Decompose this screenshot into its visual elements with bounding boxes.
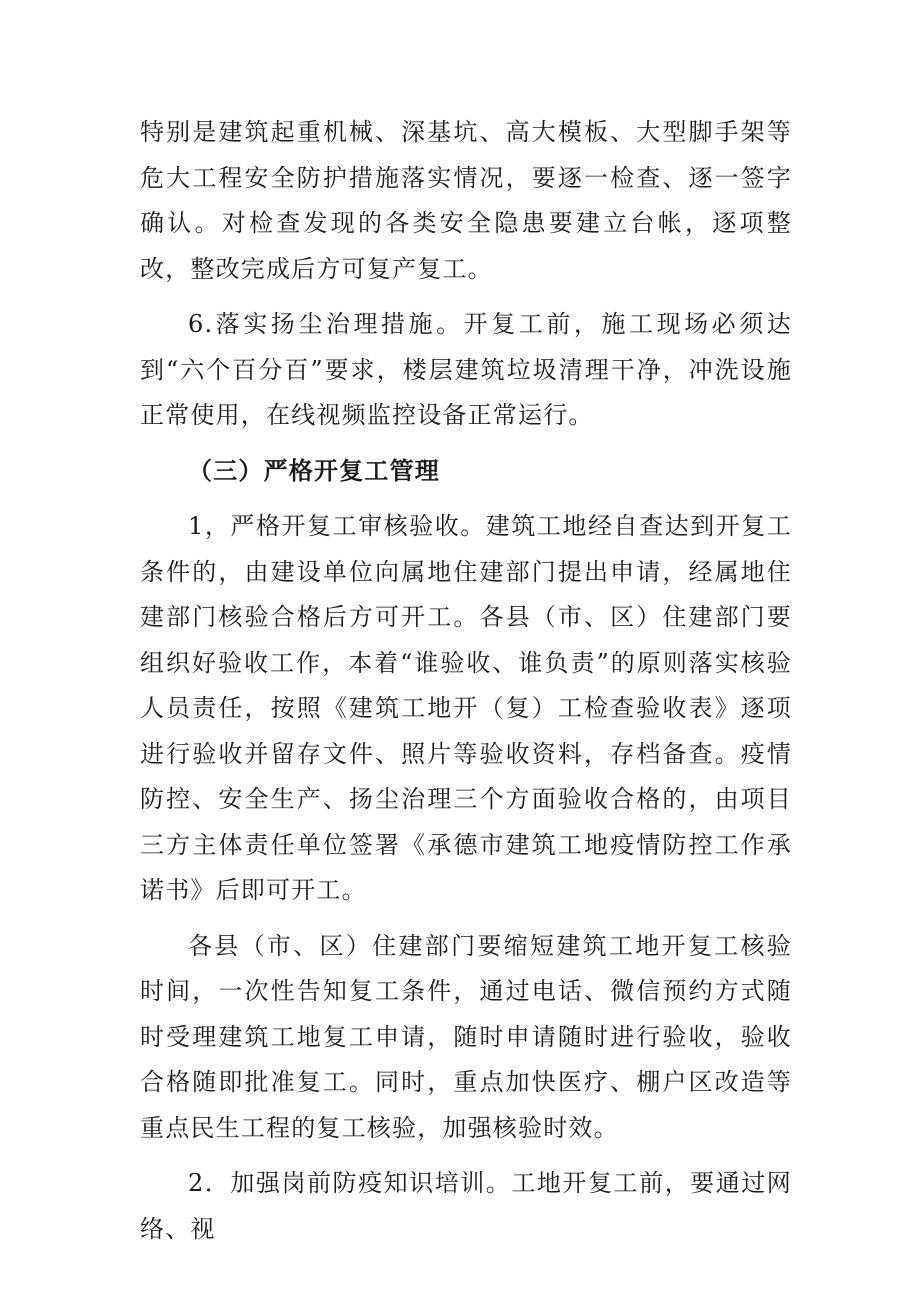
paragraph-safety-inspection: 特别是建筑起重机械、深基坑、高大模板、大型脚手架等危大工程安全防护措施落实情况，要逐一检查、逐一签字确认。对检查发现的各类安全隐患要建立台帐，逐项整改，整改完成后方可复产复工。	[140, 118, 792, 283]
section-heading: （三）严格开复工管理	[188, 456, 440, 485]
paragraph-dust-control: 6.落实扬尘治理措施。开复工前，施工现场必须达到“六个百分百”要求，楼层建筑垃圾清理干净，冲洗设施正常使用，在线视频监控设备正常运行。	[140, 310, 792, 429]
paragraph-training: 2．加强岗前防疫知识培训。工地开复工前，要通过网络、视	[140, 1169, 792, 1243]
paragraph-acceptance-review: 1，严格开复工审核验收。建筑工地经自查达到开复工条件的，由建设单位向属地住建部门提出申请，经属地住建部门核验合格后方可开工。各县（市、区）住建部门要组织好验收工作，本着“谁验收、谁负责”的原则落实核验人员责任，按照《建筑工地开（复）工检查验收表》逐项进行验收并留存文件、照片等验收资料，存档备查。疫情防控、安全生产、扬尘治理三个方面验收合格的，由项目三方主体责任单位签署《承德市建筑工地疫情防控工作承诺书》后即可开工。	[140, 512, 792, 904]
paragraph-shorten-verification: 各县（市、区）住建部门要缩短建筑工地开复工核验时间，一次性告知复工条件，通过电话、微信预约方式随时受理建筑工地复工申请，随时申请随时进行验收，验收合格随即批准复工。同时，重点加快医疗、棚户区改造等重点民生工程的复工核验，加强核验时效。	[140, 931, 792, 1142]
